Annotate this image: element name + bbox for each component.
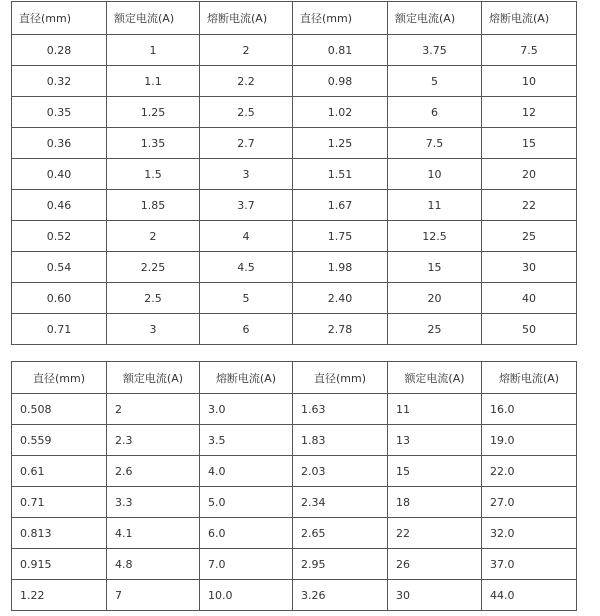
table-cell: 50: [482, 314, 577, 345]
column-header: 额定电流(A): [107, 2, 200, 35]
fuse-table-2: [11, 361, 577, 611]
table-cell: 30: [388, 580, 482, 611]
table-cell: 15: [388, 252, 482, 283]
table-cell: 19.0: [482, 425, 577, 456]
table-cell: 0.28: [12, 35, 107, 66]
table-cell: 4.5: [200, 252, 293, 283]
column-header: 额定电流(A): [388, 362, 482, 394]
table-cell: 2.40: [293, 283, 388, 314]
table-cell: 10: [388, 159, 482, 190]
table-cell: 0.81: [293, 35, 388, 66]
table-cell: 0.508: [12, 394, 107, 425]
column-header: 额定电流(A): [107, 362, 200, 394]
table-row: [12, 394, 577, 425]
table-cell: 11: [388, 190, 482, 221]
table-cell: 22: [388, 518, 482, 549]
table-cell: 2.5: [107, 283, 200, 314]
column-header: 直径(mm): [12, 2, 107, 35]
table-cell: 0.40: [12, 159, 107, 190]
table-cell: 2: [107, 221, 200, 252]
table-cell: 2.95: [293, 549, 388, 580]
table-cell: 32.0: [482, 518, 577, 549]
table-cell: 2.7: [200, 128, 293, 159]
table-cell: 1.83: [293, 425, 388, 456]
table-cell: 0.54: [12, 252, 107, 283]
table-row: [12, 518, 577, 549]
table-cell: 4: [200, 221, 293, 252]
table-row: [12, 456, 577, 487]
table-cell: 12: [482, 97, 577, 128]
table-cell: 1.25: [107, 97, 200, 128]
table-cell: 12.5: [388, 221, 482, 252]
column-header: 直径(mm): [12, 362, 107, 394]
table-cell: 4.1: [107, 518, 200, 549]
table-cell: 0.71: [12, 314, 107, 345]
table-cell: 2.03: [293, 456, 388, 487]
column-header: 熔断电流(A): [200, 362, 293, 394]
column-header: 额定电流(A): [388, 2, 482, 35]
table-cell: 2.34: [293, 487, 388, 518]
table-cell: 2: [200, 35, 293, 66]
table-cell: 0.32: [12, 66, 107, 97]
table-cell: 1.5: [107, 159, 200, 190]
table-cell: 27.0: [482, 487, 577, 518]
table-cell: 0.36: [12, 128, 107, 159]
table-cell: 1.1: [107, 66, 200, 97]
table-cell: 25: [482, 221, 577, 252]
table-row: [12, 128, 577, 159]
column-header: 熔断电流(A): [482, 362, 577, 394]
table-cell: 2: [107, 394, 200, 425]
table-cell: 22.0: [482, 456, 577, 487]
table-row: [12, 221, 577, 252]
table-cell: 44.0: [482, 580, 577, 611]
table-cell: 2.6: [107, 456, 200, 487]
table-cell: 1.35: [107, 128, 200, 159]
table-row: [12, 487, 577, 518]
table-cell: 1.02: [293, 97, 388, 128]
table-cell: 18: [388, 487, 482, 518]
table-row: [12, 252, 577, 283]
table-cell: 5: [388, 66, 482, 97]
column-header: 熔断电流(A): [482, 2, 577, 35]
table-row: [12, 425, 577, 456]
table-cell: 0.52: [12, 221, 107, 252]
table-cell: 3.75: [388, 35, 482, 66]
table-row: [12, 97, 577, 128]
table-cell: 10.0: [200, 580, 293, 611]
table-cell: 0.915: [12, 549, 107, 580]
table-row: [12, 35, 577, 66]
table-cell: 0.559: [12, 425, 107, 456]
table-cell: 4.0: [200, 456, 293, 487]
table-cell: 4.8: [107, 549, 200, 580]
column-header: 熔断电流(A): [200, 2, 293, 35]
table-cell: 26: [388, 549, 482, 580]
table-cell: 1.67: [293, 190, 388, 221]
table-cell: 11: [388, 394, 482, 425]
table-cell: 7.5: [388, 128, 482, 159]
table-cell: 10: [482, 66, 577, 97]
table-cell: 0.813: [12, 518, 107, 549]
table-cell: 13: [388, 425, 482, 456]
table-cell: 1: [107, 35, 200, 66]
fuse-table-1: [11, 1, 577, 345]
table-cell: 2.2: [200, 66, 293, 97]
table-cell: 2.5: [200, 97, 293, 128]
table-cell: 3.3: [107, 487, 200, 518]
table-cell: 7.5: [482, 35, 577, 66]
table-cell: 1.63: [293, 394, 388, 425]
table-row: [12, 549, 577, 580]
table-cell: 6.0: [200, 518, 293, 549]
header-row: [12, 2, 577, 35]
table-row: [12, 580, 577, 611]
table-cell: 0.61: [12, 456, 107, 487]
table-cell: 0.46: [12, 190, 107, 221]
table-cell: 20: [482, 159, 577, 190]
table-cell: 1.98: [293, 252, 388, 283]
table-cell: 1.25: [293, 128, 388, 159]
table-cell: 3: [107, 314, 200, 345]
table-cell: 0.60: [12, 283, 107, 314]
table-cell: 0.98: [293, 66, 388, 97]
table-cell: 2.25: [107, 252, 200, 283]
table-cell: 1.85: [107, 190, 200, 221]
table-cell: 2.3: [107, 425, 200, 456]
table-cell: 3.5: [200, 425, 293, 456]
table-cell: 20: [388, 283, 482, 314]
table-cell: 1.51: [293, 159, 388, 190]
column-header: 直径(mm): [293, 2, 388, 35]
table-cell: 15: [482, 128, 577, 159]
table-cell: 1.75: [293, 221, 388, 252]
table-cell: 2.65: [293, 518, 388, 549]
table-cell: 0.71: [12, 487, 107, 518]
table-cell: 3.26: [293, 580, 388, 611]
table-cell: 15: [388, 456, 482, 487]
table-cell: 2.78: [293, 314, 388, 345]
table-cell: 3.7: [200, 190, 293, 221]
table-cell: 7: [107, 580, 200, 611]
table-cell: 1.22: [12, 580, 107, 611]
table-row: [12, 159, 577, 190]
table-cell: 16.0: [482, 394, 577, 425]
table-cell: 5.0: [200, 487, 293, 518]
table-row: [12, 283, 577, 314]
column-header: 直径(mm): [293, 362, 388, 394]
table-row: [12, 66, 577, 97]
table-cell: 0.35: [12, 97, 107, 128]
table-cell: 5: [200, 283, 293, 314]
table-cell: 30: [482, 252, 577, 283]
table-cell: 6: [200, 314, 293, 345]
table-cell: 37.0: [482, 549, 577, 580]
table-cell: 25: [388, 314, 482, 345]
table-cell: 7.0: [200, 549, 293, 580]
table-cell: 3.0: [200, 394, 293, 425]
header-row: [12, 362, 577, 394]
table-cell: 3: [200, 159, 293, 190]
table-cell: 6: [388, 97, 482, 128]
table-cell: 22: [482, 190, 577, 221]
table-row: [12, 314, 577, 345]
table-cell: 40: [482, 283, 577, 314]
table-row: [12, 190, 577, 221]
